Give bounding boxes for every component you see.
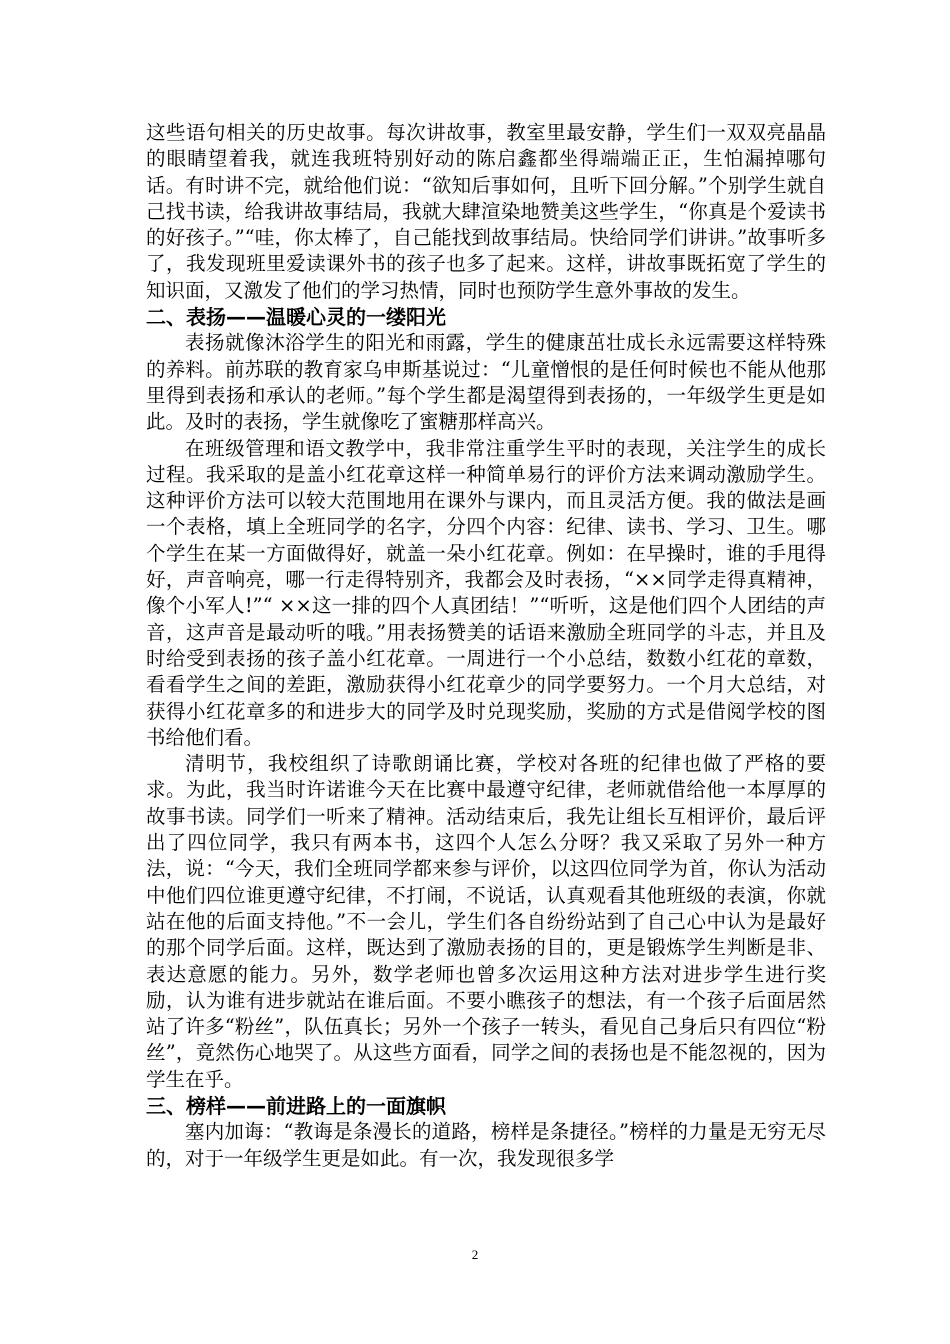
paragraph-role-model-intro: 塞内加诲：“教诲是条漫长的道路，榜样是条捷径。”榜样的力量是无穷无尽的，对于一年级学生更是如此。有一次，我发现很多学 [146, 1120, 826, 1170]
section-heading-role-model: 三、榜样——前进路上的一面旗帜 [146, 1093, 446, 1118]
paragraph-red-flower-stamp: 在班级管理和语文教学中，我非常注重学生平时的表现，关注学生的成长过程。我采取的是盖小红花章这样一种简单易行的评价方法来调动激励学生。这种评价方法可以较大范围地用在课外与课内，而且灵活方便。我的做法是画一个表格，填上全班同学的名字，分四个内容：纪律、读书、学习、卫生。哪个学生在某一方面做得好，就盖一朵小红花章。例如：在早操时，谁的手甩得好，声音响亮，哪一行走得特别齐，我都会及时表扬，“××同学走得真精神，像个小军人!”“ ××这一排的四个人真团结！”“听听，这是他们四个人团结的声音，这声音是最动听的哦。”用表扬赞美的话语来激励全班同学的斗志，并且及时给受到表扬的孩子盖小红花章。一周进行一个小总结，数数小红花的章数，看看学生之间的差距，激励获得小红花章少的同学要努力。一个月大总结，对获得小红花章多的和进步大的同学及时兑现奖励，奖励的方式是借阅学校的图书给他们看。 [146, 436, 826, 749]
paragraph-praise-intro: 表扬就像沐浴学生的阳光和雨露，学生的健康茁壮成长永远需要这样特殊的养料。前苏联的教育家乌申斯基说过：“儿童憎恨的是任何时候也不能从他那里得到表扬和承认的老师。”每个学生都是渴望得到表扬的，一年级学生更是如此。及时的表扬，学生就像吃了蜜糖那样高兴。 [146, 331, 826, 434]
page-number: 2 [471, 1247, 479, 1262]
paragraph-qingming-contest: 清明节，我校组织了诗歌朗诵比赛，学校对各班的纪律也做了严格的要求。为此，我当时许诺谁今天在比赛中最遵守纪律，老师就借给他一本厚厚的故事书读。同学们一听来了精神。活动结束后，我先让组长互相评价，最后评出了四位同学，我只有两本书，这四个人怎么分呀？我又采取了另外一种方法，说：“今天，我们全班同学都来参与评价，以这四位同学为首，你认为活动中他们四位谁更遵守纪律，不打闹，不说话，认真观看其他班级的表演，你就站在他的后面支持他。”不一会儿，学生们各自纷纷站到了自己心中认为是最好的那个同学后面。这样，既达到了激励表扬的目的，更是锻炼学生判断是非、表达意愿的能力。另外，数学老师也曾多次运用这种方法对进步学生进行奖励，认为谁有进步就站在谁后面。不要小瞧孩子的想法，有一个孩子后面居然站了许多“粉丝”，队伍真长；另外一个孩子一转头，看见自己身后只有四位“粉丝”，竟然伤心地哭了。从这些方面看，同学之间的表扬也是不能忽视的，因为学生在乎。 [146, 752, 826, 1091]
section-heading-praise: 二、表扬——温暖心灵的一缕阳光 [146, 305, 446, 330]
document-page [146, 120, 826, 1172]
paragraph-story-continuation: 这些语句相关的历史故事。每次讲故事，教室里最安静，学生们一双双亮晶晶的眼睛望着我，就连我班特别好动的陈启鑫都坐得端端正正，生怕漏掉哪句话。有时讲不完，就给他们说：“欲知后事如何，且听下回分解。”个别学生就自己找书读，给我讲故事结局，我就大肆渲染地赞美这些学生，“你真是个爱读书的好孩子。”“哇，你太棒了，自己能找到故事结局。快给同学们讲讲。”故事听多了，我发现班里爱读课外书的孩子也多了起来。这样，讲故事既拓宽了学生的知识面，又激发了他们的学习热情，同时也预防学生意外事故的发生。 [146, 121, 826, 302]
